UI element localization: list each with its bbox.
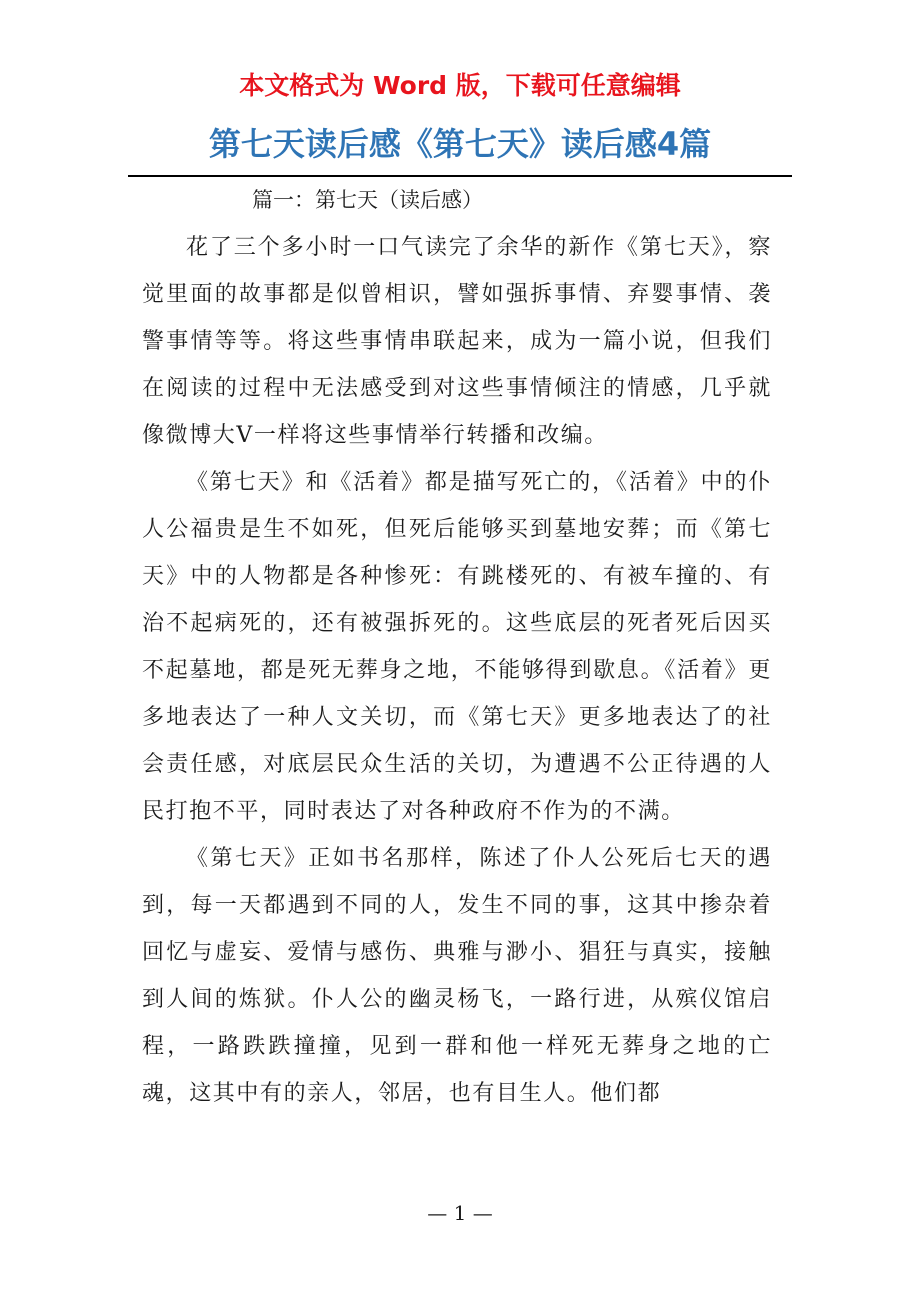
document-body [142,224,772,1117]
page-number: — 1 — [427,1201,493,1225]
title-divider [128,175,792,177]
document-title: 第七天读后感《第七天》读后感4篇 [208,125,712,163]
section-heading: 篇一：第七天（读后感） [252,188,483,212]
paragraph: 《第七天》正如书名那样，陈述了仆人公死后七天的遇到，每一天都遇到不同的人，发生不同的事，这其中掺杂着回忆与虚妄、爱情与感伤、典雅与渺小、猖狂与真实，接触到人间的炼狱。仆人公的幽灵杨飞，一路行进，从殡仪馆启程，一路跌跌撞撞，见到一群和他一样死无葬身之地的亡魂，这其中有的亲人，邻居，也有目生人。他们都 [142,846,772,1106]
paragraph: 花了三个多小时一口气读完了余华的新作《第七天》，察觉里面的故事都是似曾相识，譬如强拆事情、弃婴事情、袭警事情等等。将这些事情串联起来，成为一篇小说，但我们在阅读的过程中无法感受到对这些事情倾注的情感，几乎就像微博大V一样将这些事情举行转播和改编。 [142,235,772,448]
paragraph: 《第七天》和《活着》都是描写死亡的，《活着》中的仆人公福贵是生不如死，但死后能够买到墓地安葬；而《第七天》中的人物都是各种惨死：有跳楼死的、有被车撞的、有治不起病死的，还有被强拆死的。这些底层的死者死后因买不起墓地，都是死无葬身之地，不能够得到歇息。《活着》更多地表达了一种人文关切，而《第七天》更多地表达了的社会责任感，对底层民众生活的关切，为遭遇不公正待遇的人民打抱不平，同时表达了对各种政府不作为的不满。 [142,470,772,824]
format-notice: 本文格式为 Word 版，下载可任意编辑 [239,71,681,100]
